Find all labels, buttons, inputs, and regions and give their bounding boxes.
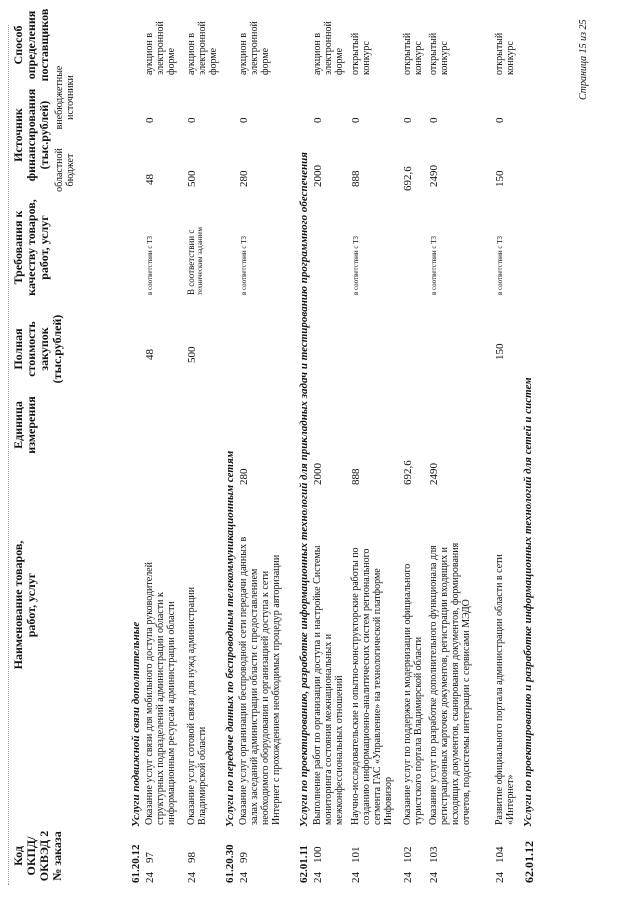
row-extra: 0 [402, 117, 414, 123]
header-src-line: финансирования [24, 88, 38, 182]
header-method-line: поставщиков [37, 8, 51, 82]
header-cost-line: стоимость [24, 321, 38, 377]
row-method [186, 5, 219, 75]
row-method-line: конкурс [439, 41, 450, 75]
row-method-line: электронной [155, 21, 166, 75]
header-method-line: определения [24, 10, 38, 80]
header-source-extra [54, 60, 76, 135]
row-regional: 500 [186, 170, 198, 187]
row-name-line: Оказание услуг по поддержке и модернизации официального [402, 563, 413, 825]
header-src-regional-line: областной [54, 148, 65, 192]
row-name-line: Оказание услуг по разработке дополнительного функционала для [428, 545, 439, 825]
header-source-regional [54, 135, 76, 205]
row-extra: 0 [238, 117, 250, 123]
row-name-line: необходимого оборудования и организацией доступа к сети [260, 570, 271, 825]
header-unit-line: измерения [24, 396, 38, 454]
row-regional: 888 [350, 170, 362, 187]
header-req-line: Требования к [11, 210, 25, 285]
header-req-line: качеству товаров, [24, 199, 38, 296]
row-name-line: регистрационных карточек документов, регистрации входящих и [439, 547, 450, 825]
row-name-line: структурных подразделений администрации области к [155, 592, 166, 825]
row-number: 104 [494, 846, 506, 863]
row-name-line: созданию информационно-аналитических систем регионального [361, 548, 372, 825]
row-name-line: Интернет с прохождением необходимых процедур авторизации [271, 554, 282, 825]
row-regional: 692,6 [402, 166, 414, 191]
row-name-line: «Интернет» [505, 774, 516, 825]
row-requirement: в соответствии с ТЗ [146, 236, 154, 295]
header-requirements [12, 190, 51, 305]
row-name-line: информационным ресурсам администрации области [166, 601, 177, 825]
row-name-line: Выполнение работ по организации доступа и настройке Системы [312, 545, 323, 825]
row-name-line: отчетов, подсистемы интеграции с сервисами МЭДО [461, 599, 472, 825]
row-method-line: электронной [249, 21, 260, 75]
row-method [402, 5, 424, 75]
row-method-line: аукцион в [312, 32, 323, 75]
row-name-line: Развитие официального портала администрации области в сети [494, 554, 505, 825]
header-cost-line: (тыс.рублей) [50, 314, 64, 384]
section-title: Услуги по проектированию, разработке информационных технологий для прикладных задач и тестированию программного обеспечения [298, 152, 310, 827]
row-requirement: в соответствии с ТЗ [240, 236, 248, 295]
row-req-line: техническим заданием [196, 227, 204, 295]
row-method-line: аукцион в [238, 32, 249, 75]
row-name [144, 495, 177, 825]
row-method-line: открытый [428, 32, 439, 75]
row-method [312, 5, 345, 75]
header-method [12, 0, 51, 90]
header-src-line: Источник [11, 108, 25, 162]
row-extra: 0 [186, 117, 198, 123]
row-prefix: 24 [312, 872, 324, 883]
row-name [494, 490, 516, 825]
row-number: 98 [186, 852, 198, 863]
row-cost: 280 [238, 468, 250, 485]
row-requirement: в соответствии с ТЗ [496, 236, 504, 295]
header-src-regional-line: бюджет [65, 153, 76, 187]
row-method [238, 5, 271, 75]
row-method-line: форме [260, 47, 271, 75]
row-method-line: электронной [197, 21, 208, 75]
row-method-line: форме [208, 47, 219, 75]
header-req-line: работ, услуг [37, 215, 51, 280]
header-src-line: (тыс.рублей) [37, 100, 51, 170]
header-method-line: Способ [11, 25, 25, 65]
header-unit [12, 390, 38, 460]
row-method-line: открытый [350, 32, 361, 75]
row-regional: 2000 [312, 165, 324, 187]
header-code [12, 825, 64, 887]
row-cost: 2000 [312, 463, 324, 485]
row-name-line: Инфовизор [383, 776, 394, 825]
row-name [428, 480, 472, 825]
row-requirement: в соответствии с ТЗ [352, 236, 360, 295]
row-extra: 0 [494, 117, 506, 123]
section-code: 62.01.12 [522, 841, 536, 883]
row-extra: 0 [144, 117, 156, 123]
row-method-line: открытый [494, 32, 505, 75]
row-prefix: 24 [494, 872, 506, 883]
row-name-line: исходящих документов, сканирования документов, формирования [450, 542, 461, 825]
row-name-line: Научно-исследовательские и опытно-конструкторские работы по [350, 547, 361, 825]
row-method [144, 5, 177, 75]
row-method-line: форме [334, 47, 345, 75]
row-method-line: конкурс [361, 41, 372, 75]
section-title: Услуги по проектированию и разработке информационных технологий для сетей и систем [522, 377, 534, 827]
row-name-line: Оказание услуг организации беспроводной сети передачи данных в [238, 536, 249, 825]
row-regional: 48 [144, 174, 156, 185]
row-name-line: Оказание услуг сотовой связи для нужд администрации [186, 586, 197, 825]
row-number: 101 [350, 846, 362, 863]
header-code-line: № заказа [50, 831, 64, 881]
header-cost [12, 308, 64, 390]
row-requirement: в соответствии с ТЗ [430, 236, 438, 295]
row-number: 103 [428, 846, 440, 863]
header-src-extra-line: внебюджетные [54, 65, 65, 130]
row-method [494, 5, 516, 75]
header-unit-line: Единица [11, 401, 25, 449]
section-code: 61.20.30 [224, 844, 236, 883]
scan-noise-line [8, 25, 9, 885]
header-src-extra-line: источники [65, 75, 76, 120]
header-code-line: Код [11, 846, 25, 866]
row-cost: 2490 [428, 463, 440, 485]
header-code-line: ОКПД/ [24, 836, 38, 876]
row-prefix: 24 [402, 872, 414, 883]
header-name-line: работ, услуг [24, 572, 38, 638]
row-name-line: Владимирской области [197, 726, 208, 825]
section-title: Услуги подвижной связи дополнительные [130, 621, 142, 827]
row-prefix: 24 [186, 872, 198, 883]
row-method [428, 5, 450, 75]
row-name-line: сегмента ГАС «Управление» на технологической платформе [372, 568, 383, 825]
section-code: 61.20.12 [130, 844, 142, 883]
header-cost-line: Полная [11, 328, 25, 370]
row-extra: 0 [350, 117, 362, 123]
row-name [402, 490, 424, 825]
row-cost: 150 [494, 343, 506, 360]
header-name-line: Наименование товаров, [11, 540, 25, 670]
header-cost-line: закупок [37, 327, 51, 371]
header-code-line: ОКВЭД 2 [37, 830, 51, 882]
row-method-line: аукцион в [186, 32, 197, 75]
row-name-line: туристского портала Владимирской области [413, 636, 424, 825]
row-name [238, 490, 282, 825]
row-prefix: 24 [238, 872, 250, 883]
row-method-line: открытый [402, 32, 413, 75]
row-regional: 2490 [428, 165, 440, 187]
row-number: 102 [402, 846, 414, 863]
row-req-line: В соответствии с [186, 229, 196, 295]
row-regional: 150 [494, 170, 506, 187]
row-prefix: 24 [144, 872, 156, 883]
row-number: 97 [144, 852, 156, 863]
row-name-line: залах заседаний администрации области с предоставлением [249, 568, 260, 825]
row-extra: 0 [428, 117, 440, 123]
row-method-line: аукцион в [144, 32, 155, 75]
row-name [186, 495, 208, 825]
row-name [312, 490, 345, 825]
row-regional: 280 [238, 170, 250, 187]
section-code: 62.01.11 [298, 845, 310, 883]
row-method-line: форме [166, 47, 177, 75]
row-method-line: электронной [323, 21, 334, 75]
header-name [12, 495, 38, 715]
row-method-line: конкурс [505, 41, 516, 75]
row-cost: 692,6 [402, 460, 414, 485]
row-cost: 48 [144, 349, 156, 360]
row-prefix: 24 [428, 872, 440, 883]
row-name [350, 485, 394, 825]
row-number: 100 [312, 846, 324, 863]
row-cost: 888 [350, 468, 362, 485]
row-number: 99 [238, 852, 250, 863]
row-cost: 500 [186, 346, 198, 363]
row-prefix: 24 [350, 872, 362, 883]
row-requirement [186, 205, 204, 295]
row-extra: 0 [312, 117, 324, 123]
row-name-line: мониторинга состояния межнациональных и [323, 633, 334, 825]
row-name-line: межконфессиональных отношений [334, 675, 345, 825]
page-number: Страница 15 из 25 [578, 19, 589, 100]
row-method [350, 5, 372, 75]
section-title: Услуги по передаче данных по беспроводным телекоммуникационным сетям [224, 450, 236, 827]
row-method-line: конкурс [413, 41, 424, 75]
row-name-line: Оказание услуг связи для мобильного доступа руководителей [144, 562, 155, 825]
